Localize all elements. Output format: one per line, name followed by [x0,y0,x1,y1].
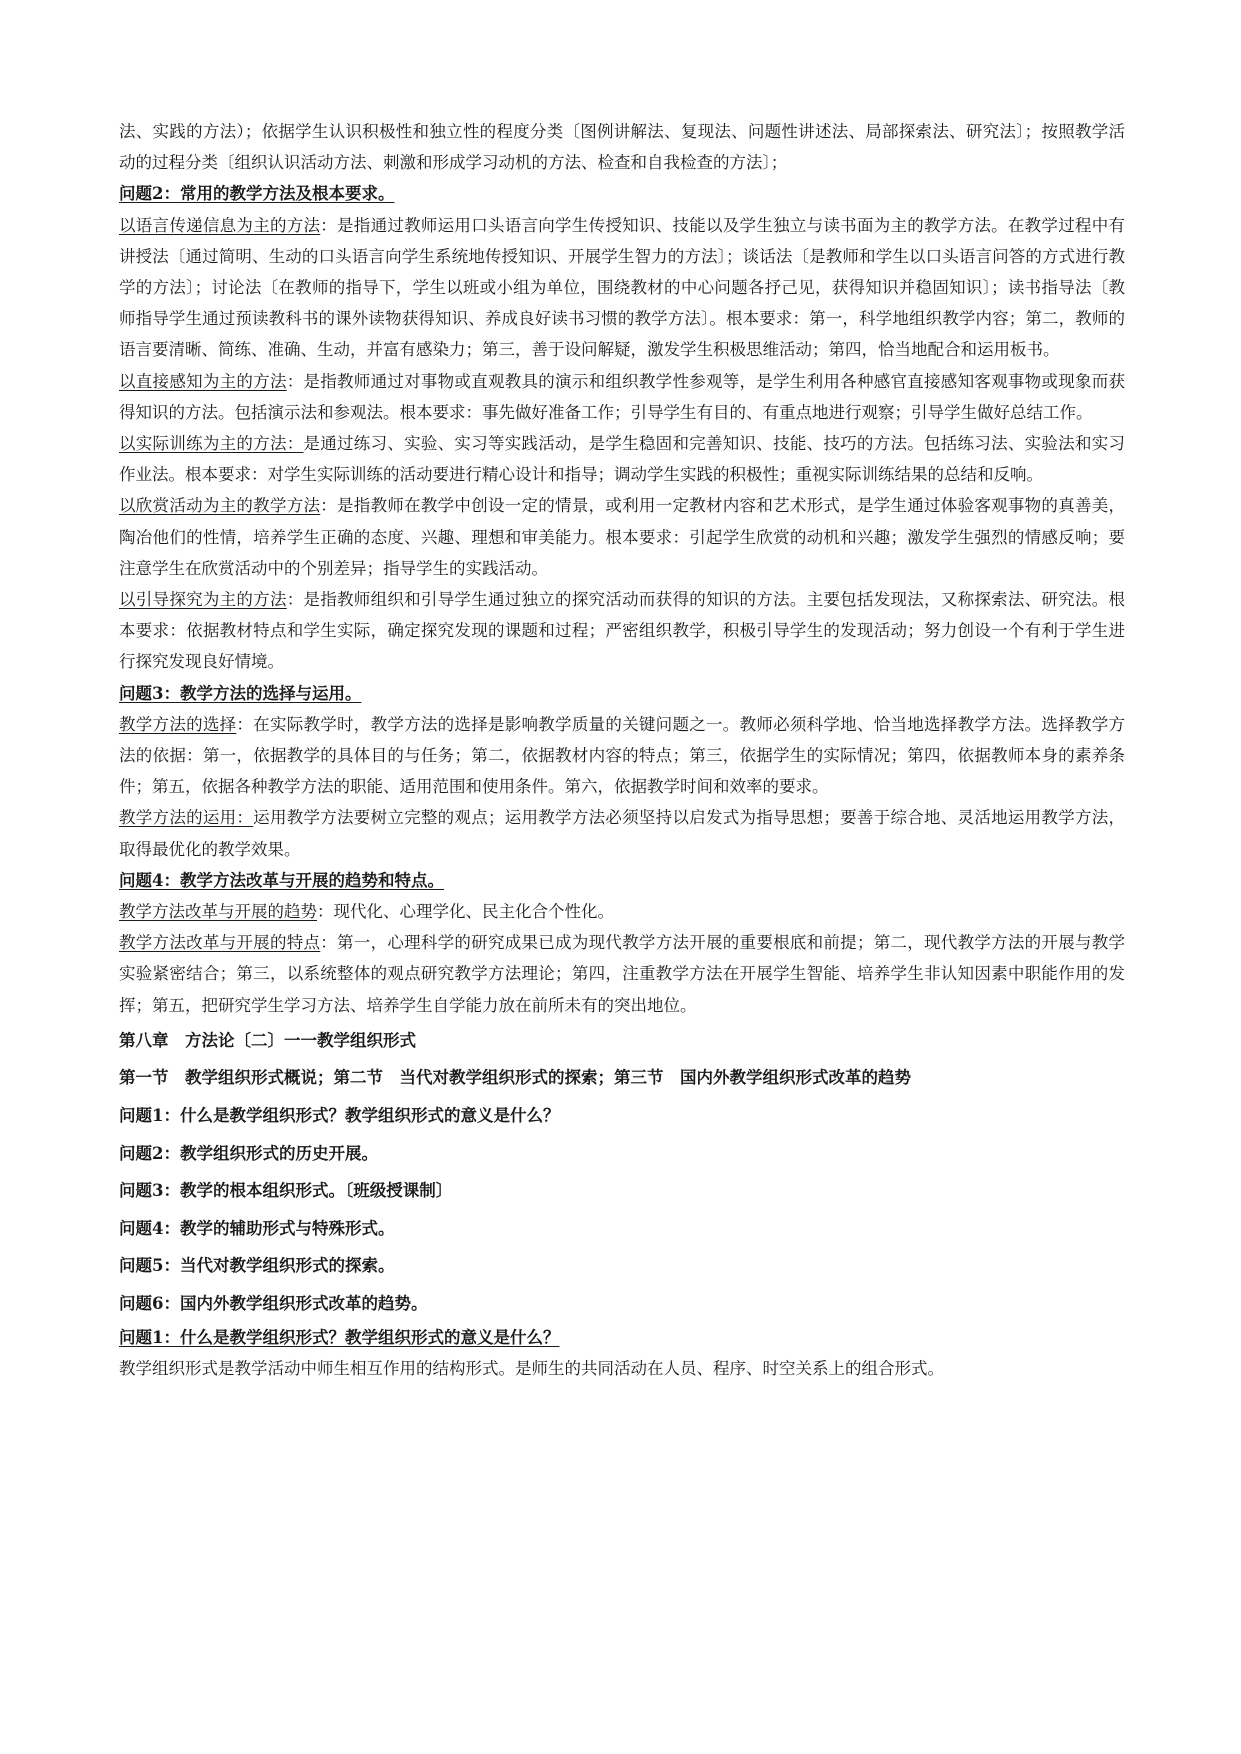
paragraph-lead-term: 以实际训练为主的方法： [119,434,304,454]
paragraph-lead-term: 教学方法的选择 [119,714,237,734]
paragraph [119,709,1125,803]
paragraph [119,210,1125,366]
paragraph-text: ：是指教师组织和引导学生通过独立的探究活动而获得的知识的方法。主要包括发现法，又称探索法、研究法。根本要求：依据教材特点和学生实际，确定探究发现的课题和过程；严密组织教学，积极引导学生的发现活动；努力创设一个有利于学生进行探究发现良好情境。 [119,590,1126,672]
paragraph-text: 是通过练习、实验、实习等实践活动，是学生稳固和完善知识、技能、技巧的方法。包括练习法、实验法和实习作业法。根本要求：对学生实际训练的活动要进行精心设计和指导；调动学生实践的积极性；重视实际训练结果的总结和反响。 [119,434,1126,485]
paragraph-lead-term: 以欣赏活动为主的教学方法 [119,496,321,516]
paragraph-text: ：现代化、心理学化、民主化合个性化。 [317,902,614,922]
paragraph [119,366,1125,428]
paragraph-lead-term: 以语言传递信息为主的方法 [119,215,321,235]
paragraph-text: ：是指教师通过对事物或直观教具的演示和组织教学性参观等，是学生利用各种感官直接感知客观事物或现象而获得知识的方法。包括演示法和参观法。根本要求：事先做好准备工作；引导学生有目的、有重点地进行观察；引导学生做好总结工作。 [119,371,1126,422]
paragraph-lead-term: 以直接感知为主的方法 [119,371,287,391]
section-heading: 第一节 教学组织形式概说；第二节 当代对教学组织形式的探索；第三节 国内外教学组织形式改革的趋势 [119,1068,911,1088]
paragraph [119,116,1125,178]
paragraph [119,802,1125,864]
paragraph-text: ：第一，心理科学的研究成果已成为现代教学方法开展的重要根底和前提；第二，现代教学方法的开展与教学实验紧密结合；第三，以系统整体的观点研究教学方法理论；第四，注重教学方法在开展学生智能、培养学生非认知因素中职能作用的发挥；第五，把研究学生学习方法、培养学生自学能力放在前所未有的突出地位。 [119,933,1126,1015]
section-heading: 第八章 方法论〔二〕一一教学组织形式 [119,1030,416,1050]
paragraph-text: ：是指通过教师运用口头语言向学生传授知识、技能以及学生独立与读书面为主的教学方法。在教学过程中有讲授法〔通过简明、生动的口头语言向学生系统地传授知识、开展学生智力的方法〕；谈话法〔是教师和学生以口头语言问答的方式进行教学的方法〕；讨论法〔在教师的指导下，学生以班或小组为单位，围绕教材的中心问题各抒己见，获得知识并稳固知识〕；读书指导法〔教师指导学生通过预读教科书的课外读物获得知识、养成良好读书习惯的教学方法〕。根本要求：第一，科学地组织教学内容；第二，教师的语言要清晰、简练、准确、生动，并富有感染力；第三，善于设问解疑，激发学生积极思维活动；第四，恰当地配合和运用板书。 [119,215,1126,360]
paragraph-lead-term: 教学方法改革与开展的特点 [119,933,321,953]
question-heading-text: 问题3：教学方法的选择与运用。 [119,683,362,703]
section-heading: 问题3：教学的根本组织形式。〔班级授课制〕 [119,1181,453,1201]
question-heading [119,178,1125,209]
question-heading-text: 问题4：教学方法改革与开展的趋势和特点。 [119,870,444,890]
question-heading-text: 问题1：什么是教学组织形式？教学组织形式的意义是什么？ [119,1327,560,1347]
section-heading: 问题2：教学组织形式的历史开展。 [119,1143,378,1163]
paragraph [119,896,1125,927]
paragraph-text: 教学组织形式是教学活动中师生相互作用的结构形式。是师生的共同活动在人员、程序、时空关系上的组合形式。 [119,1358,944,1378]
question-heading [119,678,1125,709]
question-heading-text: 问题2：常用的教学方法及根本要求。 [119,184,395,204]
paragraph [119,1353,1125,1384]
question-heading [119,865,1125,896]
paragraph-lead-term: 教学方法改革与开展的趋势 [119,902,317,922]
paragraph-lead-term: 以引导探究为主的方法 [119,590,287,610]
paragraph [119,584,1125,678]
paragraph-text: ：在实际教学时，教学方法的选择是影响教学质量的关键问题之一。教师必须科学地、恰当地选择教学方法。选择教学方法的依据：第一，依据教学的具体目的与任务；第二，依据教材内容的特点；第三，依据学生的实际情况；第四，依据教师本身的素养条件；第五，依据各种教学方法的职能、适用范围和使用条件。第六，依据教学时间和效率的要求。 [119,714,1126,797]
paragraph [119,490,1125,584]
paragraph-text: 法、实践的方法）；依据学生认识积极性和独立性的程度分类〔图例讲解法、复现法、问题性讲述法、局部探索法、研究法〕；按照教学活动的过程分类〔组织认识活动方法、刺激和形成学习动机的方法、检查和自我检查的方法〕； [119,122,1125,173]
question-heading [119,1322,1125,1353]
paragraph [119,428,1125,490]
section-heading: 问题4：教学的辅助形式与特殊形式。 [119,1218,395,1238]
paragraph-text: ：是指教师在教学中创设一定的情景，或利用一定教材内容和艺术形式，是学生通过体验客观事物的真善美，陶冶他们的性情，培养学生正确的态度、兴趣、理想和审美能力。根本要求：引起学生欣赏的动机和兴趣；激发学生强烈的情感反响；要注意学生在欣赏活动中的个别差异；指导学生的实践活动。 [119,496,1126,578]
section-heading: 问题1：什么是教学组织形式？教学组织形式的意义是什么？ [119,1106,560,1126]
paragraph-lead-term: 教学方法的运用： [119,808,254,828]
section-heading: 问题6：国内外教学组织形式改革的趋势。 [119,1294,428,1314]
section-heading: 问题5：当代对教学组织形式的探索。 [119,1256,395,1276]
paragraph-text: 运用教学方法要树立完整的观点；运用教学方法必须坚持以启发式为指导思想；要善于综合地、灵活地运用教学方法，取得最优化的教学效果。 [119,808,1126,859]
paragraph [119,927,1125,1021]
